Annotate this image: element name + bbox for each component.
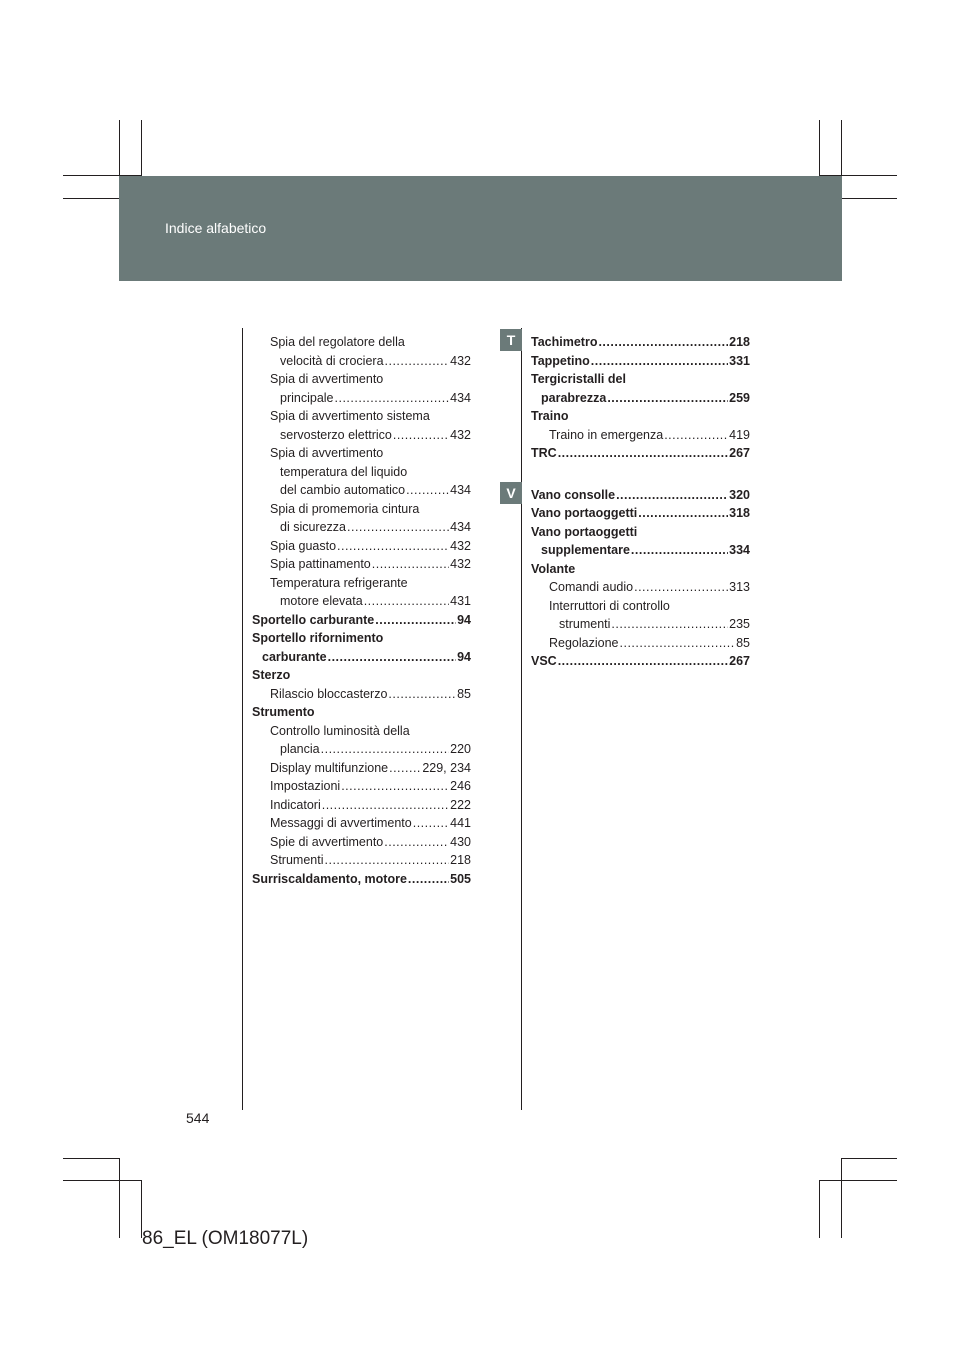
dot-leader — [335, 389, 450, 408]
index-entry-page: 85 — [457, 686, 471, 701]
index-entry-line — [252, 518, 471, 537]
dot-leader — [591, 352, 728, 371]
index-entry-page: 229, 234 — [422, 760, 471, 775]
index-entry-text: supplementare — [541, 543, 630, 557]
index-entry-text: di sicurezza — [280, 520, 346, 534]
index-entry-page: 441 — [450, 816, 471, 830]
index-entry — [531, 652, 750, 671]
index-entry-text: Strumenti — [270, 853, 324, 867]
index-entry-line — [531, 426, 750, 445]
index-entry-page: 434 — [450, 520, 471, 534]
index-entry-page: 320 — [729, 487, 750, 502]
index-entry-page: 94 — [457, 612, 471, 627]
index-entry — [252, 685, 471, 704]
index-entry-text: Spia di avvertimento — [270, 446, 384, 460]
crop-mark — [119, 1158, 120, 1238]
index-entry-text: principale — [280, 390, 334, 405]
index-entry-line — [252, 592, 471, 611]
index-entry-text: Regolazione — [549, 635, 619, 650]
index-entry-line — [252, 537, 471, 556]
index-entry-line — [252, 870, 471, 889]
index-entry-page: 235 — [729, 617, 750, 631]
index-entry-page: 220 — [450, 742, 471, 756]
page-title: Indice alfabetico — [165, 220, 267, 236]
index-entry — [531, 597, 750, 634]
index-entry-text: Vano portaoggetti — [531, 524, 638, 539]
index-entry — [252, 555, 471, 574]
dot-leader — [631, 541, 728, 560]
index-entry-line — [252, 814, 471, 833]
dot-leader — [389, 759, 421, 778]
section-letter-tab: T — [500, 329, 522, 351]
index-entry-text: carburante — [262, 649, 327, 664]
page-number: 544 — [186, 1110, 210, 1126]
dot-leader — [325, 851, 450, 870]
index-entry — [531, 370, 750, 407]
index-entry-text: Messaggi di avvertimento — [270, 816, 412, 830]
index-entry-page: 505 — [450, 871, 471, 886]
dot-leader — [321, 740, 450, 759]
index-entry-page: 434 — [450, 390, 471, 405]
index-entry-text: Tachimetro — [531, 335, 598, 349]
column-divider — [242, 328, 243, 1110]
index-entry-text: strumenti — [559, 617, 611, 631]
index-entry-page: 267 — [729, 446, 750, 460]
index-entry-line — [531, 333, 750, 352]
index-entry — [531, 560, 750, 579]
index-entry-line — [531, 486, 750, 505]
index-entry-text: Spia guasto — [270, 538, 337, 553]
index-entry-text: Sportello carburante — [252, 612, 375, 627]
index-entry — [531, 407, 750, 426]
dot-leader — [634, 578, 728, 597]
index-entry-line — [252, 833, 471, 852]
crop-mark — [841, 1158, 897, 1159]
index-entry — [531, 523, 750, 560]
index-entry-page: 222 — [450, 797, 471, 812]
index-entry — [252, 500, 471, 537]
index-entry — [252, 722, 471, 759]
index-entry-page: 432 — [450, 538, 471, 553]
dot-leader — [337, 537, 449, 556]
index-entry-page: 331 — [729, 353, 750, 368]
dot-leader — [347, 518, 449, 537]
index-entry-page: 434 — [450, 483, 471, 497]
dot-leader — [620, 634, 736, 653]
index-entry-text: VSC — [531, 654, 557, 668]
dot-leader — [664, 426, 728, 445]
index-entry-text: Tappetino — [531, 353, 590, 368]
dot-leader — [638, 504, 728, 523]
index-entry — [531, 504, 750, 523]
index-entry — [252, 444, 471, 500]
index-entry-text: Sportello rifornimento — [252, 631, 384, 645]
index-section — [531, 486, 750, 671]
dot-leader — [385, 352, 450, 371]
index-entry-page: 432 — [450, 557, 471, 571]
index-entry-line — [531, 541, 750, 560]
index-entry — [252, 851, 471, 870]
index-entry-line — [252, 796, 471, 815]
index-entry-line — [531, 578, 750, 597]
index-entry-text: Temperatura refrigerante — [270, 575, 408, 590]
index-entry-text: temperatura del liquido — [280, 464, 408, 479]
crop-mark — [63, 198, 119, 199]
section-spacer — [531, 463, 750, 486]
index-entry-page: 419 — [729, 427, 750, 442]
index-entry-text: Surriscaldamento, motore — [252, 871, 407, 886]
index-entry-line — [531, 615, 750, 634]
index-entry-text: Sterzo — [252, 668, 291, 682]
dot-leader — [388, 685, 456, 704]
index-entry-text: Tergicristalli del — [531, 372, 626, 386]
index-entry-page: 85 — [736, 635, 750, 650]
index-entry-text: Impostazioni — [270, 779, 341, 793]
index-entry-line — [252, 611, 471, 630]
index-entry-line — [252, 648, 471, 667]
index-entry-text: Spia di avvertimento sistema — [270, 409, 430, 423]
index-entry-line — [531, 389, 750, 408]
dot-leader — [558, 652, 728, 671]
index-entry-text: Volante — [531, 561, 576, 576]
section-letter-tab: V — [500, 482, 522, 504]
index-entry-text: Traino — [531, 409, 569, 423]
index-entry-page: 432 — [450, 427, 471, 442]
index-entry — [531, 634, 750, 653]
index-section — [531, 333, 750, 463]
index-entry — [252, 777, 471, 796]
index-entry-line — [531, 652, 750, 671]
index-column-right — [531, 333, 750, 671]
document-code: 86_EL (OM18077L) — [142, 1228, 309, 1249]
index-entry-text: Spia del regolatore della — [270, 335, 405, 349]
index-entry-text: plancia — [280, 742, 320, 756]
dot-leader — [413, 814, 449, 833]
index-entry-text: Interruttori di controllo — [549, 598, 670, 613]
dot-leader — [408, 870, 449, 889]
index-entry-text: velocità di crociera — [280, 353, 384, 368]
column-divider — [521, 328, 522, 1110]
index-entry-text: TRC — [531, 446, 557, 460]
index-column-left — [252, 333, 471, 888]
index-entry-line — [252, 352, 471, 371]
index-entry-page: 431 — [450, 594, 471, 608]
index-entry — [252, 796, 471, 815]
index-entry-line — [252, 481, 471, 500]
crop-mark — [819, 1180, 897, 1181]
index-entry-line — [252, 685, 471, 704]
index-entry — [531, 426, 750, 445]
index-entry-line — [252, 555, 471, 574]
index-entry-text: Vano consolle — [531, 487, 616, 502]
crop-mark — [841, 1158, 842, 1238]
index-entry-page: 318 — [729, 506, 750, 520]
index-entry — [252, 814, 471, 833]
crop-mark — [841, 198, 897, 199]
index-entry — [531, 578, 750, 597]
index-entry-text: parabrezza — [541, 390, 607, 405]
index-entry-line — [252, 426, 471, 445]
index-entry — [252, 870, 471, 889]
index-entry — [252, 833, 471, 852]
index-entry — [252, 611, 471, 630]
index-entry — [252, 574, 471, 611]
dot-leader — [406, 481, 449, 500]
dot-leader — [616, 486, 728, 505]
dot-leader — [364, 592, 449, 611]
dot-leader — [607, 389, 728, 408]
index-entry-line — [531, 352, 750, 371]
dot-leader — [598, 333, 728, 352]
index-entry-text: Rilascio bloccasterzo — [270, 686, 388, 701]
index-entry-line — [531, 504, 750, 523]
page-header — [119, 176, 842, 281]
index-entry-text: Strumento — [252, 705, 315, 719]
index-entry-page: 313 — [729, 580, 750, 594]
index-entry-page: 259 — [729, 390, 750, 405]
index-entry — [252, 333, 471, 370]
index-entry — [531, 333, 750, 352]
index-entry-text: Indicatori — [270, 797, 321, 812]
index-entry-text: Traino in emergenza — [549, 427, 664, 442]
index-entry-text: Spia di promemoria cintura — [270, 501, 420, 516]
index-entry — [252, 407, 471, 444]
index-entry-text: del cambio automatico — [280, 483, 406, 497]
index-entry-text: Display multifunzione — [270, 760, 389, 775]
index-entry-line — [531, 444, 750, 463]
index-entry-line — [252, 740, 471, 759]
crop-mark — [63, 1180, 141, 1181]
crop-mark — [63, 1158, 119, 1159]
index-entry-page: 432 — [450, 353, 471, 368]
index-entry — [252, 537, 471, 556]
dot-leader — [322, 796, 449, 815]
index-entry-text: Spia pattinamento — [270, 557, 371, 571]
index-entry-line — [531, 634, 750, 653]
index-entry — [531, 486, 750, 505]
crop-mark — [819, 1180, 820, 1238]
index-entry-text: servosterzo elettrico — [280, 427, 392, 442]
index-entry — [252, 370, 471, 407]
index-entry — [252, 703, 471, 722]
dot-leader — [341, 777, 449, 796]
index-entry-text: Controllo luminosità della — [270, 723, 410, 738]
index-entry-page: 246 — [450, 779, 471, 793]
index-entry-line — [252, 389, 471, 408]
dot-leader — [328, 648, 456, 667]
index-entry-page: 218 — [729, 335, 750, 349]
index-entry — [252, 629, 471, 666]
dot-leader — [393, 426, 449, 445]
index-entry-page: 334 — [729, 543, 750, 557]
index-entry — [252, 666, 471, 685]
index-entry-text: Comandi audio — [549, 580, 634, 594]
index-entry-text: Spia di avvertimento — [270, 372, 384, 386]
index-entry-text: Spie di avvertimento — [270, 834, 384, 849]
index-entry-text: motore elevata — [280, 594, 363, 608]
index-entry-text: Vano portaoggetti — [531, 506, 638, 520]
dot-leader — [611, 615, 728, 634]
index-entry-line — [252, 851, 471, 870]
index-entry-page: 430 — [450, 834, 471, 849]
index-entry-page: 94 — [457, 649, 471, 664]
index-entry-page: 267 — [729, 654, 750, 668]
dot-leader — [558, 444, 728, 463]
dot-leader — [375, 611, 456, 630]
dot-leader — [384, 833, 449, 852]
index-entry — [531, 352, 750, 371]
index-entry-line — [252, 759, 471, 778]
index-entry — [252, 759, 471, 778]
index-entry — [531, 444, 750, 463]
index-entry-line — [252, 777, 471, 796]
index-entry-page: 218 — [450, 853, 471, 867]
dot-leader — [372, 555, 449, 574]
